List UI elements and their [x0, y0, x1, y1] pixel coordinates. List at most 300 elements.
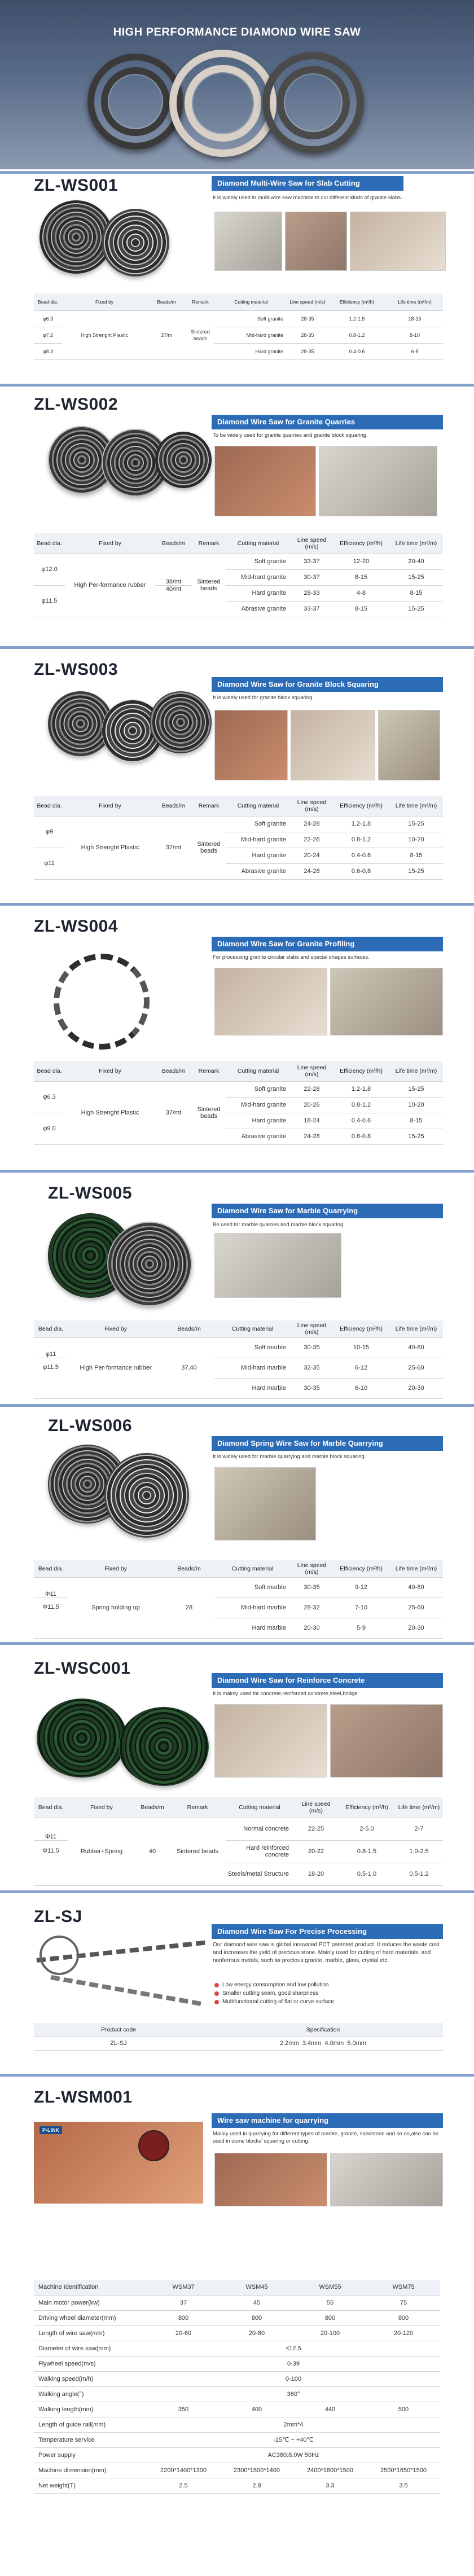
table-cell: 500: [367, 2402, 440, 2417]
table-cell: 0.4-0.6: [333, 1113, 389, 1129]
table-cell: Main motor power(kw): [34, 2295, 147, 2310]
model-title: ZL-WS003: [34, 660, 118, 679]
machine-image: [138, 2130, 169, 2161]
table-header: Remark: [192, 1061, 226, 1081]
application-photo: [285, 212, 347, 271]
table-cell: Diameter of wire saw(mm): [34, 2341, 147, 2356]
table-header: Life time (m²/m): [389, 533, 443, 554]
model-title: ZL-WS004: [34, 917, 118, 936]
table-cell: Rubber+Spring: [68, 1818, 135, 1885]
table-cell: 8-10: [387, 327, 443, 343]
spec-table: [34, 1320, 443, 1399]
table-header: Life time (m²/m): [389, 796, 443, 816]
table-header: Cutting material: [226, 1061, 291, 1081]
table-cell: 6-12: [333, 1358, 389, 1378]
machine-spec-table: [34, 2280, 440, 2494]
table-header: Line speed (m/s): [288, 293, 327, 310]
section-description: It is widely used for marble quarrying and marble block squaring.: [213, 1454, 366, 1460]
table-cell: -15℃ ~ +40℃: [147, 2432, 440, 2447]
table-header: Fixed by: [65, 796, 155, 816]
application-photo: [214, 968, 327, 1035]
table-cell: 30-35: [291, 1337, 333, 1358]
table-cell: φ9.0: [34, 1113, 65, 1144]
application-photo: [214, 2153, 327, 2206]
table-cell: High Strenght Plastic: [62, 310, 147, 359]
table-cell: 40: [135, 1818, 169, 1885]
table-header: Cutting material: [226, 796, 291, 816]
table-cell: Hard granite: [226, 848, 291, 863]
table-cell: 15-25: [389, 863, 443, 879]
section-heading: Diamond Spring Wire Saw for Marble Quarrying: [212, 1436, 443, 1451]
table-cell: 20-24: [291, 848, 333, 863]
table-cell: Temperature service: [34, 2432, 147, 2447]
table-cell: 2.2mm 3.4mm 4.0mm 5.0mm: [203, 2037, 443, 2050]
table-cell: 8-15: [333, 601, 389, 617]
table-cell: Soft granite: [226, 1081, 291, 1097]
table-cell: 0.8-1.2: [333, 832, 389, 848]
application-photo: [214, 1467, 316, 1541]
table-cell: 37/mt: [155, 816, 192, 879]
feature-list: [214, 1981, 334, 2006]
table-header: Cutting material: [214, 1320, 291, 1337]
product-image: [155, 432, 212, 488]
table-cell: High Per-formance rubber: [65, 554, 155, 617]
model-title: ZL-WS001: [34, 176, 118, 195]
table-cell: 350: [147, 2402, 220, 2417]
table-cell: Sintered beads: [192, 1081, 226, 1144]
table-header: WSM37: [147, 2280, 220, 2295]
table-cell: 4-8: [333, 585, 389, 601]
table-cell: φ6.3: [34, 1081, 65, 1113]
table-header: Beads/m: [155, 1061, 192, 1081]
product-image: [40, 1936, 79, 1975]
section-divider: [0, 1170, 474, 1173]
table-cell: 20-80: [220, 2325, 293, 2341]
table-cell: Walking speed(m/h): [34, 2371, 147, 2386]
table-cell: 8-15: [389, 1113, 443, 1129]
table-cell: Abrasive granite: [226, 1129, 291, 1144]
table-cell: Mid-hard marble: [214, 1358, 291, 1378]
section-divider: [0, 1642, 474, 1645]
spec-table: [34, 1560, 443, 1639]
table-cell: 55: [293, 2295, 367, 2310]
table-cell: 20-30: [389, 1378, 443, 1398]
table-cell: 800: [147, 2310, 220, 2325]
table-cell: 1.2-1.8: [333, 816, 389, 832]
table-cell: Soft granite: [226, 816, 291, 832]
table-cell: 37,40: [164, 1337, 214, 1398]
list-item: Smaller cutting seam, good sharpness: [214, 1989, 334, 1998]
table-cell: 15-25: [389, 569, 443, 585]
table-cell: 1.2-1.5: [327, 310, 387, 327]
brand-logo: P-LINK: [40, 2126, 62, 2134]
table-cell: 22-28: [291, 1081, 333, 1097]
table-cell: 75: [367, 2295, 440, 2310]
table-cell: Machine dimension(mm): [34, 2463, 147, 2478]
table-cell: φ7.2: [34, 327, 62, 343]
table-cell: 1.0-2.5: [395, 1840, 443, 1863]
table-cell: Sintered beads: [192, 554, 226, 617]
table-cell: 360°: [147, 2386, 440, 2402]
spec-table: [34, 1797, 443, 1886]
application-photo: [214, 446, 316, 516]
table-cell: Mid-hard granite: [226, 1097, 291, 1113]
table-header: Fixed by: [68, 1320, 164, 1337]
product-image: [50, 1975, 201, 2006]
table-cell: 28-35: [288, 343, 327, 359]
table-cell: Power supply: [34, 2447, 147, 2463]
table-cell: Sintered beads: [192, 816, 226, 879]
table-cell: φ11.5: [34, 1358, 68, 1398]
table-cell: φ9: [34, 816, 65, 848]
section-divider: [0, 1890, 474, 1893]
application-photo: [214, 1704, 327, 1778]
table-cell: 3.3: [293, 2478, 367, 2493]
table-header: Beads/m: [147, 293, 186, 310]
application-photo: [291, 710, 375, 780]
table-header: Cutting material: [226, 1797, 293, 1818]
section-heading: Diamond Wire Saw for Marble Quarrying: [212, 1204, 443, 1218]
table-cell: Hard granite: [214, 343, 288, 359]
table-cell: 28-35: [288, 310, 327, 327]
section-divider: [0, 171, 474, 174]
table-header: Beads/m: [155, 533, 192, 554]
table-cell: 22-26: [291, 832, 333, 848]
table-cell: 30-35: [291, 1378, 333, 1398]
table-cell: Hard reinforced concrete: [226, 1840, 293, 1863]
section-divider: [0, 384, 474, 387]
table-cell: 30-35: [291, 1577, 333, 1598]
table-cell: 37/m: [147, 310, 186, 359]
table-cell: 37: [147, 2295, 220, 2310]
table-cell: φ12.0: [34, 554, 65, 585]
table-cell: 8-15: [333, 569, 389, 585]
table-cell: 6-10: [333, 1378, 389, 1398]
table-header: Beads/m: [135, 1797, 169, 1818]
table-header: Fixed by: [68, 1797, 135, 1818]
table-cell: Soft granite: [214, 310, 288, 327]
table-cell: 9-12: [333, 1577, 389, 1598]
table-header: Fixed by: [65, 533, 155, 554]
section-divider: [0, 646, 474, 649]
table-cell: Mid-hard marble: [214, 1598, 291, 1618]
table-cell: 8-15: [389, 848, 443, 863]
table-cell: 45: [220, 2295, 293, 2310]
table-cell: 15-25: [389, 601, 443, 617]
table-header: Remark: [192, 796, 226, 816]
table-cell: Walking angle(°): [34, 2386, 147, 2402]
table-cell: φ11: [34, 848, 65, 879]
wire-coil-image: [262, 52, 364, 153]
section-divider: [0, 903, 474, 906]
table-header: WSM75: [367, 2280, 440, 2295]
section-description: For processing granite circular slabs and special shapes surfaces.: [213, 954, 370, 960]
model-title: ZL-WS002: [34, 395, 118, 414]
table-cell: Φ11: [34, 1577, 68, 1598]
table-cell: 24-28: [291, 863, 333, 879]
table-cell: Length of guide rail(mm): [34, 2417, 147, 2432]
section-heading: Diamond Wire Saw for Granite Quarries: [212, 415, 443, 429]
table-cell: Length of wire saw(mm): [34, 2325, 147, 2341]
application-photo: [319, 446, 437, 516]
table-header: Cutting material: [226, 533, 291, 554]
model-title: ZL-WSM001: [34, 2088, 133, 2107]
table-cell: 8-15: [389, 585, 443, 601]
table-cell: 24-28: [291, 816, 333, 832]
table-header: Efficiency (m²/h): [333, 796, 389, 816]
table-cell: 40-80: [389, 1577, 443, 1598]
application-photo: [330, 2153, 443, 2206]
table-header: Life time (m²/m): [387, 293, 443, 310]
table-cell: ZL-SJ: [34, 2037, 203, 2050]
table-cell: 28: [164, 1577, 214, 1638]
table-cell: 20-60: [147, 2325, 220, 2341]
table-cell: 18-20: [293, 1863, 339, 1885]
table-header: Life time (m²/m): [395, 1797, 443, 1818]
table-header: Line speed (m/s): [291, 1061, 333, 1081]
section-divider: [0, 1404, 474, 1407]
table-header: Bead dia.: [34, 533, 65, 554]
table-cell: 25-60: [389, 1358, 443, 1378]
table-header: Line speed (m/s): [293, 1797, 339, 1818]
table-cell: 800: [220, 2310, 293, 2325]
table-cell: 20-30: [291, 1618, 333, 1638]
table-header: Line speed (m/s): [291, 796, 333, 816]
table-cell: 0.5-1.2: [395, 1863, 443, 1885]
banner-title: HIGH PERFORMANCE DIAMOND WIRE SAW: [113, 26, 361, 38]
section-description: It is widely used in multi-wire saw machine to cut different kinds of granite slabs.: [213, 195, 402, 201]
table-cell: 440: [293, 2402, 367, 2417]
table-cell: 1.2-1.8: [333, 1081, 389, 1097]
section-description: Our diamond wire saw is global innovated PCT patented product. It reduces the waste cost and increases the yield of precious stone. Mainly used for cutting of hard materials, and nonferrous metals, such as precious granite, marble, glass, crystal etc.: [213, 1942, 440, 1964]
table-cell: Abrasive granite: [226, 863, 291, 879]
table-cell: 5-9: [333, 1618, 389, 1638]
table-cell: 15-25: [389, 1129, 443, 1144]
table-cell: 0.5-1.0: [339, 1863, 395, 1885]
section-heading: Diamond Wire Saw for Reinforce Concrete: [212, 1673, 443, 1688]
table-cell: 2-7: [395, 1818, 443, 1840]
table-cell: 2.5: [147, 2478, 220, 2493]
table-header: Specification: [203, 2023, 443, 2037]
product-image: [37, 1699, 127, 1778]
spec-table: [34, 533, 443, 617]
table-cell: 10-15: [333, 1337, 389, 1358]
table-cell: 0-39: [147, 2356, 440, 2371]
model-title: ZL-WS005: [48, 1184, 133, 1203]
section-heading: Diamond Wire Saw for Granite Profiling: [212, 937, 443, 951]
table-cell: Mid-hard granite: [214, 327, 288, 343]
table-cell: Mid-hard granite: [226, 832, 291, 848]
table-cell: 20-100: [293, 2325, 367, 2341]
table-cell: High Per-formance rubber: [68, 1337, 164, 1398]
table-cell: 38/mt: [155, 554, 192, 585]
table-cell: 0.4-0.6: [327, 343, 387, 359]
table-header: Cutting material: [214, 293, 288, 310]
table-cell: φ6.3: [34, 310, 62, 327]
table-header: Bead dia.: [34, 1061, 65, 1081]
table-cell: Steels/metal Structure: [226, 1863, 293, 1885]
table-header: Machine Identification: [34, 2280, 147, 2295]
table-header: Product code: [34, 2023, 203, 2037]
section-heading: Diamond Multi-Wire Saw for Slab Cutting: [212, 176, 403, 191]
table-cell: Sintered beads: [169, 1818, 226, 1885]
spec-table: [34, 1061, 443, 1145]
bullet-icon: [214, 2000, 219, 2004]
table-cell: 18-24: [291, 1113, 333, 1129]
table-header: Remark: [186, 293, 214, 310]
application-photo: [330, 968, 443, 1035]
table-header: Fixed by: [65, 1061, 155, 1081]
table-cell: 0.8-1.2: [333, 1097, 389, 1113]
section-divider: [0, 2074, 474, 2077]
table-cell: Spring holding up: [68, 1577, 164, 1638]
section-heading: Diamond Wire Saw for Granite Block Squaring: [212, 677, 443, 692]
table-cell: Driving wheel diameter(mm): [34, 2310, 147, 2325]
table-cell: 28-35: [288, 327, 327, 343]
table-header: WSM55: [293, 2280, 367, 2295]
table-cell: 30-37: [291, 569, 333, 585]
model-title: ZL-WS006: [48, 1416, 133, 1435]
product-image: [107, 1222, 192, 1306]
table-cell: 33-37: [291, 554, 333, 569]
product-image: [150, 691, 212, 753]
table-cell: 0.8-1.5: [339, 1840, 395, 1863]
model-title: ZL-SJ: [34, 1907, 82, 1926]
spec-table: [34, 796, 443, 880]
table-cell: Flywheel speed(m/s): [34, 2356, 147, 2371]
section-description: Be used for marble quarries and marble block squaring.: [213, 1222, 345, 1228]
table-cell: 2mm*4: [147, 2417, 440, 2432]
table-cell: 800: [293, 2310, 367, 2325]
model-title: ZL-WSC001: [34, 1659, 131, 1678]
table-cell: φ11: [34, 1337, 68, 1358]
table-cell: 2-5.0: [339, 1818, 395, 1840]
application-photo: [378, 710, 440, 780]
product-image: [118, 1707, 209, 1786]
table-cell: 25-60: [389, 1598, 443, 1618]
application-photo: [330, 1704, 443, 1778]
table-header: Remark: [169, 1797, 226, 1818]
table-header: Life time (m²/m): [389, 1061, 443, 1081]
section-heading: Diamond Wire Saw For Precise Processing: [212, 1924, 443, 1939]
table-cell: 0.4-0.6: [333, 848, 389, 863]
table-header: Line speed (m/s): [291, 1560, 333, 1577]
table-cell: 7-10: [333, 1598, 389, 1618]
table-cell: High Strenght Plastic: [65, 816, 155, 879]
product-image: [102, 209, 169, 277]
table-cell: 0-100: [147, 2371, 440, 2386]
table-cell: Hard marble: [214, 1378, 291, 1398]
table-cell: Walking length(mm): [34, 2402, 147, 2417]
table-cell: Mid-hard granite: [226, 569, 291, 585]
table-cell: φ11.5: [34, 585, 65, 617]
table-cell: Φ11.5: [34, 1598, 68, 1638]
table-cell: 12-20: [333, 554, 389, 569]
table-header: Line speed (m/s): [291, 1320, 333, 1337]
table-cell: 32-35: [291, 1358, 333, 1378]
table-header: Line speed (m/s): [291, 533, 333, 554]
table-header: Bead dia.: [34, 293, 62, 310]
section-description: It is widely used for granite block squaring.: [213, 695, 314, 701]
table-header: Efficiency (m²/h): [333, 1560, 389, 1577]
table-cell: Soft marble: [214, 1337, 291, 1358]
table-cell: 20-120: [367, 2325, 440, 2341]
section-description: To be widely used for granite quarries and granite block squaring.: [213, 432, 368, 438]
table-cell: 20-40: [389, 554, 443, 569]
product-image: [54, 954, 150, 1050]
table-cell: Soft granite: [226, 554, 291, 569]
product-image: [104, 1453, 189, 1538]
hero-banner: [0, 0, 474, 169]
table-header: Beads/m: [155, 796, 192, 816]
table-cell: Hard marble: [214, 1618, 291, 1638]
table-cell: 3.5: [367, 2478, 440, 2493]
table-cell: 2300*1500*1400: [220, 2463, 293, 2478]
table-cell: AC380:8.0W 50Hz: [147, 2447, 440, 2463]
application-photo: [350, 212, 446, 271]
table-cell: 28-33: [291, 585, 333, 601]
table-cell: 18-15: [387, 310, 443, 327]
table-cell: 40-80: [389, 1337, 443, 1358]
wire-coil-image: [169, 50, 276, 157]
section-heading: Wire saw machine for quarrying: [212, 2113, 443, 2128]
table-cell: Φ11.5: [34, 1840, 68, 1885]
table-cell: 40/mt: [155, 585, 192, 617]
table-header: Bead dia.: [34, 796, 65, 816]
application-photo: [214, 710, 288, 780]
list-item: Multifunctional cutting of flat or curve surface: [214, 1998, 334, 2006]
table-cell: Net weight(T): [34, 2478, 147, 2493]
table-cell: Hard granite: [226, 585, 291, 601]
table-header: Efficiency (m²/h): [327, 293, 387, 310]
table-cell: 800: [367, 2310, 440, 2325]
table-cell: 22-25: [293, 1818, 339, 1840]
list-item: Low energy consumption and low pollution: [214, 1981, 334, 1989]
spec-table: [34, 293, 443, 360]
table-cell: 2400*1600*1500: [293, 2463, 367, 2478]
table-cell: 20-26: [291, 1097, 333, 1113]
table-cell: 28-32: [291, 1598, 333, 1618]
table-header: WSM45: [220, 2280, 293, 2295]
table-header: Bead dia.: [34, 1560, 68, 1577]
section-description: It is mainly used for concrete,reinforced concrete,steel,bridge: [213, 1691, 358, 1697]
table-cell: 15-25: [389, 816, 443, 832]
table-header: Fixed by: [68, 1560, 164, 1577]
table-cell: 400: [220, 2402, 293, 2417]
table-cell: 6-8: [387, 343, 443, 359]
table-cell: 15-25: [389, 1081, 443, 1097]
table-header: Cutting material: [214, 1560, 291, 1577]
table-cell: 2.8: [220, 2478, 293, 2493]
bullet-icon: [214, 1983, 219, 1987]
application-photo: [214, 1233, 341, 1298]
table-cell: 24-28: [291, 1129, 333, 1144]
table-header: Life time (m²/m): [389, 1560, 443, 1577]
table-cell: Hard granite: [226, 1113, 291, 1129]
table-cell: Normal concrete: [226, 1818, 293, 1840]
table-cell: 33-37: [291, 601, 333, 617]
table-header: Fixed by: [62, 293, 147, 310]
table-cell: 2200*1400*1300: [147, 2463, 220, 2478]
bullet-icon: [214, 1991, 219, 1996]
table-cell: 20-22: [293, 1840, 339, 1863]
table-header: Beads/m: [164, 1320, 214, 1337]
table-cell: 0.6-0.8: [333, 863, 389, 879]
table-header: Efficiency (m²/h): [339, 1797, 395, 1818]
section-description: Mainly used in quarrying for different types of marble, granite, sandstone and so on,also can be used in stone blocks' squaring or cutting.: [213, 2131, 439, 2144]
table-cell: 37/mt: [155, 1081, 192, 1144]
table-header: Bead dia.: [34, 1797, 68, 1818]
